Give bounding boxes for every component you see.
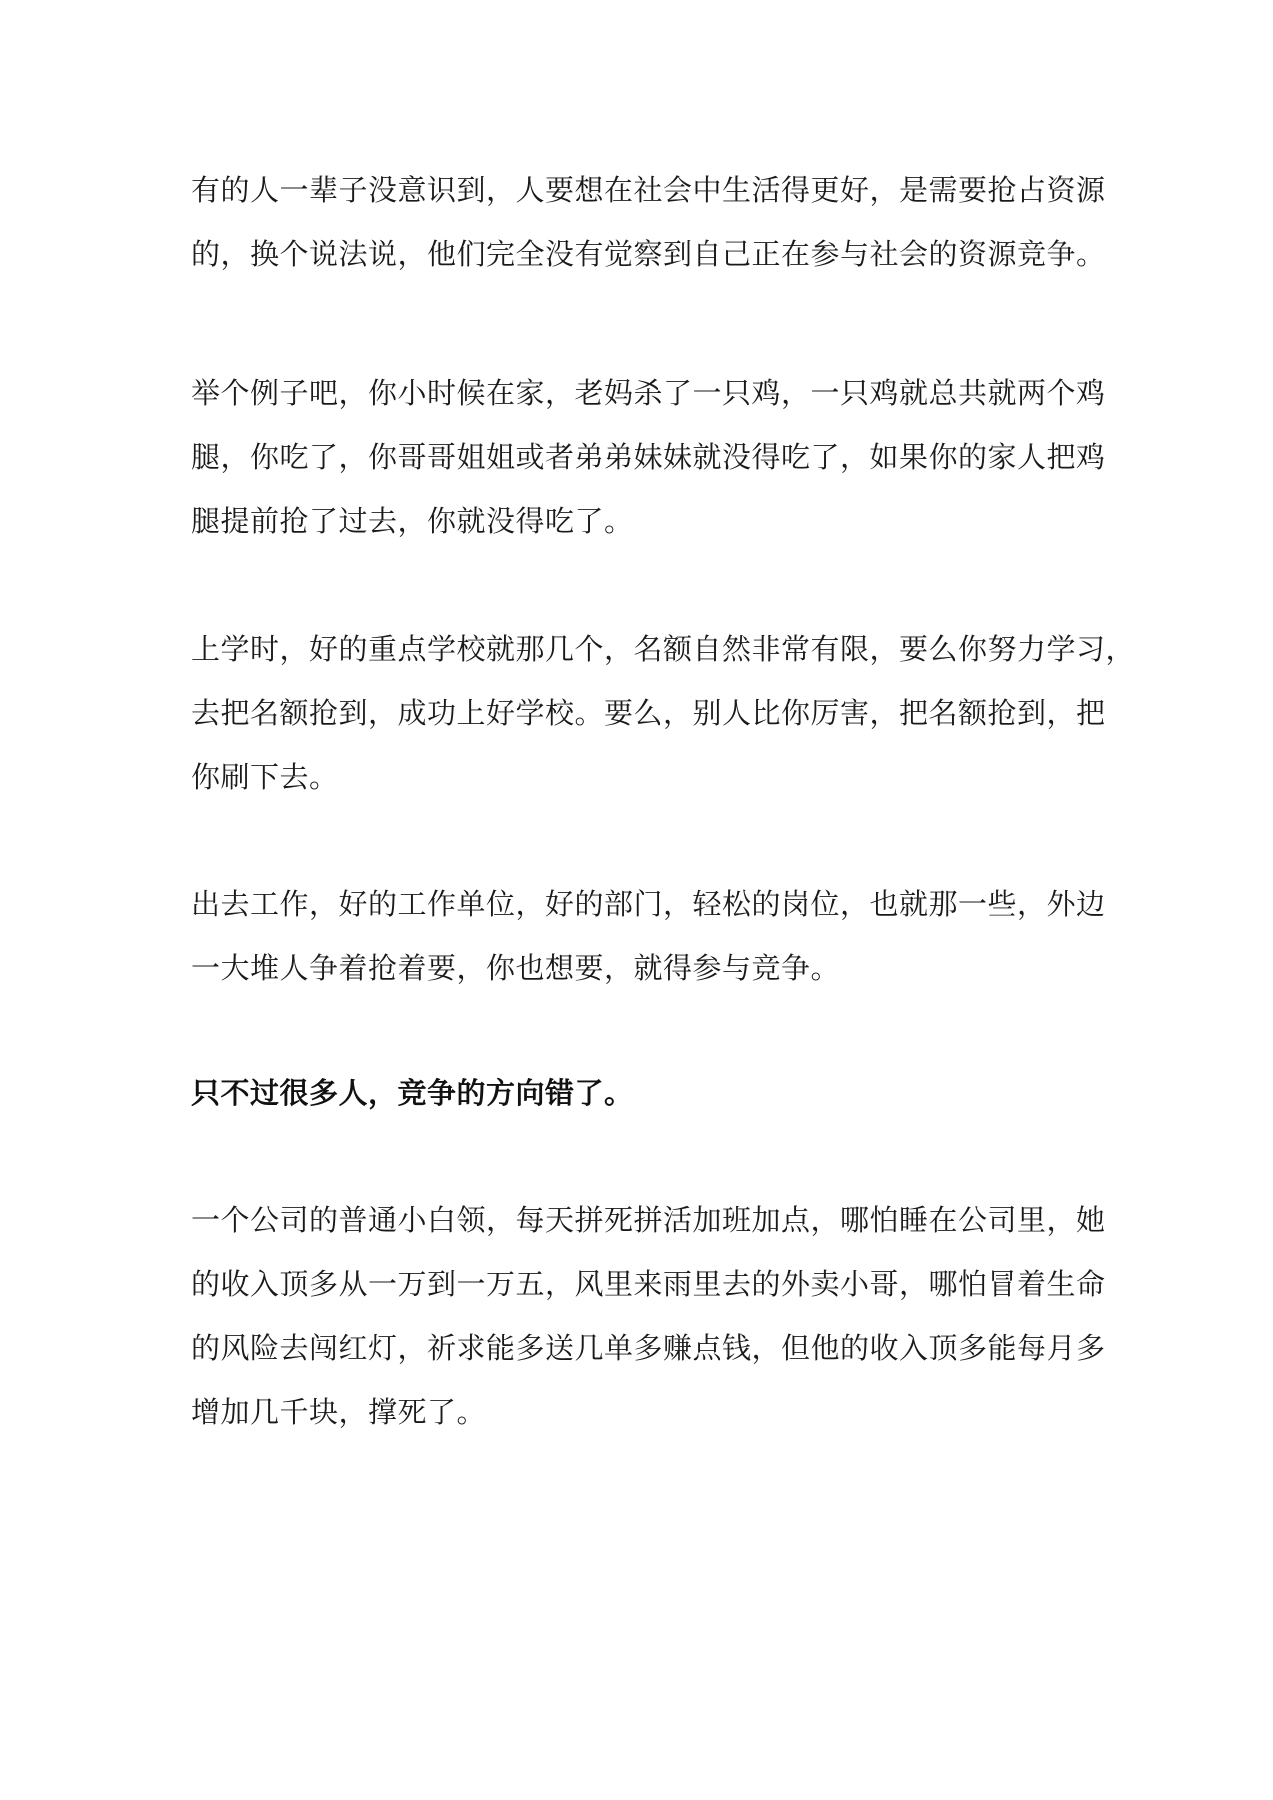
text-line: 的风险去闯红灯，祈求能多送几单多赚点钱，但他的收入顶多能每月多 bbox=[191, 1331, 1106, 1365]
text-line: 一个公司的普通小白领，每天拼死拼活加班加点，哪怕睡在公司里，她 bbox=[191, 1203, 1106, 1237]
text-line: 腿提前抢了过去，你就没得吃了。 bbox=[191, 504, 634, 538]
text-line: 的收入顶多从一万到一万五，风里来雨里去的外卖小哥，哪怕冒着生命 bbox=[191, 1267, 1106, 1301]
text-line: 上学时，好的重点学校就那几个，名额自然非常有限，要么你努力学习， bbox=[191, 632, 1136, 666]
paragraph-resource-awareness bbox=[191, 158, 1106, 286]
text-line: 增加几千块，撑死了。 bbox=[191, 1395, 487, 1429]
paragraph-income-example bbox=[191, 1188, 1106, 1444]
text-line: 出去工作，好的工作单位，好的部门，轻松的岗位，也就那一些，外边 bbox=[191, 887, 1106, 921]
text-line: 一大堆人争着抢着要，你也想要，就得参与竞争。 bbox=[191, 951, 841, 985]
text-line: 有的人一辈子没意识到，人要想在社会中生活得更好，是需要抢占资源 bbox=[191, 173, 1106, 207]
text-line: 举个例子吧，你小时候在家，老妈杀了一只鸡，一只鸡就总共就两个鸡 bbox=[191, 376, 1106, 410]
paragraph-chicken-leg-example bbox=[191, 361, 1106, 553]
paragraph-school-example bbox=[191, 617, 1136, 809]
paragraph-work-example bbox=[191, 872, 1106, 1000]
text-line: 你刷下去。 bbox=[191, 760, 339, 794]
paragraph-key-point bbox=[191, 1061, 1091, 1125]
text-line: 腿，你吃了，你哥哥姐姐或者弟弟妹妹就没得吃了，如果你的家人把鸡 bbox=[191, 440, 1106, 474]
text-line: 的，换个说法说，他们完全没有觉察到自己正在参与社会的资源竞争。 bbox=[191, 237, 1106, 271]
text-line: 去把名额抢到，成功上好学校。要么，别人比你厉害，把名额抢到，把 bbox=[191, 696, 1106, 730]
text-line: 只不过很多人，竞争的方向错了。 bbox=[191, 1076, 634, 1110]
